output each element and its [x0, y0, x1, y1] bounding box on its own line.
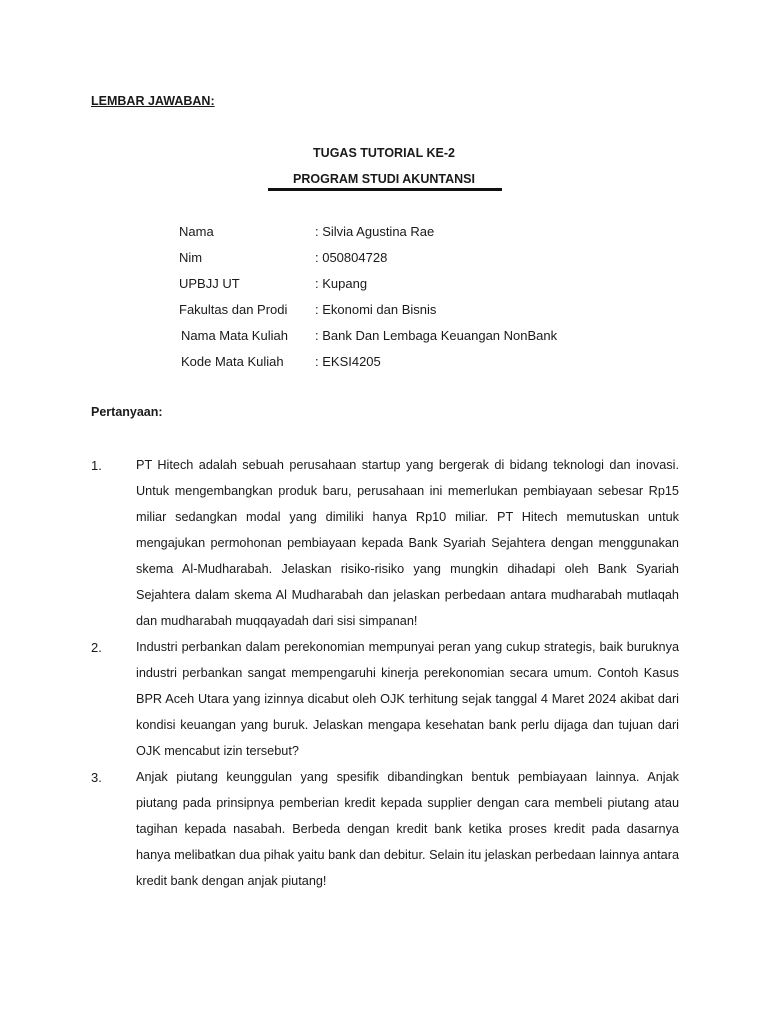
- identity-value-faculty: : Ekonomi dan Bisnis: [315, 302, 437, 317]
- task-title: TUGAS TUTORIAL KE-2: [313, 146, 455, 160]
- identity-label-upbjj: UPBJJ UT: [179, 276, 240, 291]
- question-number: 1.: [91, 458, 102, 473]
- sheet-title: LEMBAR JAWABAN:: [91, 94, 215, 108]
- identity-label-faculty: Fakultas dan Prodi: [179, 302, 288, 317]
- identity-label-name: Nama: [179, 224, 214, 239]
- identity-label-nim: Nim: [179, 250, 203, 265]
- program-title: PROGRAM STUDI AKUNTANSI: [293, 172, 475, 186]
- title-divider: [268, 188, 502, 191]
- identity-value-course-name: : Bank Dan Lembaga Keuangan NonBank: [315, 328, 558, 343]
- questions-heading: Pertanyaan:: [91, 405, 163, 419]
- question-text: PT Hitech adalah sebuah perusahaan startup yang bergerak di bidang teknologi dan inovasi. Untuk mengembangkan produk baru, perusahaan ini memerlukan pembiayaan sebesar Rp15 miliar sedangkan modal yang dimiliki hanya Rp10 miliar. PT Hitech memutuskan untuk mengajukan permohonan pembiayaan kepada Bank Syariah Sejahtera dengan menggunakan skema Al-Mudharabah. Jelaskan risiko-risiko yang mungkin dihadapi oleh Bank Syariah Sejahtera dalam skema Al Mudharabah dan jelaskan perbedaan antara mudharabah mutlaqah dan mudharabah muqqayadah dari sisi simpanan!: [136, 458, 679, 628]
- question-text: Anjak piutang keunggulan yang spesifik dibandingkan bentuk pembiayaan lainnya. Anjak piutang pada prinsipnya pemberian kredit kepada supplier dengan cara membeli piutang atau tagihan kepada nasabah. Berbeda dengan kredit bank ketika proses kredit pada dasarnya hanya melibatkan dua pihak yaitu bank dan debitur. Selain itu jelaskan perbedaan lainnya antara kredit bank dengan anjak piutang!: [136, 770, 679, 888]
- identity-label-course-code: Kode Mata Kuliah: [181, 354, 284, 369]
- identity-value-nim: : 050804728: [315, 250, 388, 265]
- identity-value-course-code: : EKSI4205: [315, 354, 381, 369]
- question-text: Industri perbankan dalam perekonomian mempunyai peran yang cukup strategis, baik buruknya industri perbankan sangat mempengaruhi kinerja perekonomian secara umum. Contoh Kasus BPR Aceh Utara yang izinnya dicabut oleh OJK terhitung sejak tanggal 4 Maret 2024 akibat dari kondisi keuangan yang buruk. Jelaskan mengapa kesehatan bank perlu dijaga dan tujuan dari OJK mencabut izin tersebut?: [136, 640, 679, 758]
- identity-value-name: : Silvia Agustina Rae: [315, 224, 435, 239]
- identity-label-course-name: Nama Mata Kuliah: [181, 328, 288, 343]
- identity-value-upbjj: : Kupang: [315, 276, 368, 291]
- question-number: 2.: [91, 640, 102, 655]
- question-number: 3.: [91, 770, 102, 785]
